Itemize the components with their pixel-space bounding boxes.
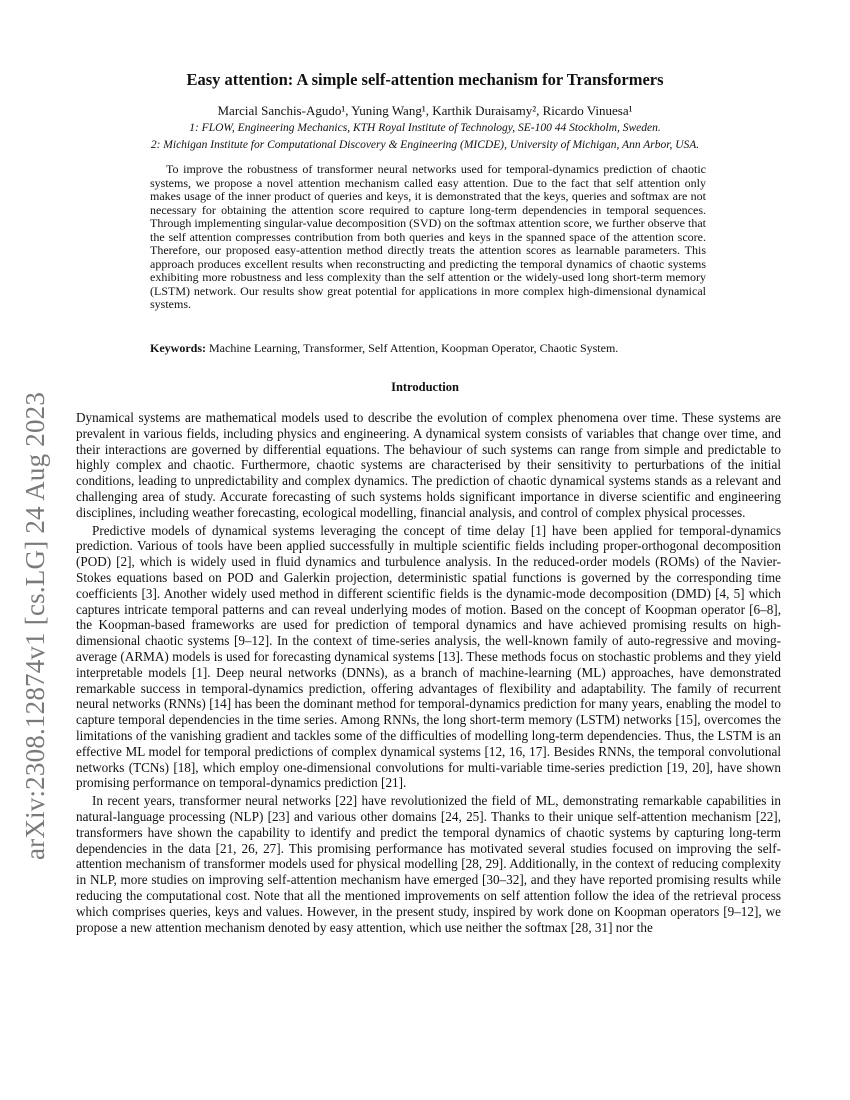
affiliation-1: 1: FLOW, Engineering Mechanics, KTH Royal Institute of Technology, SE-100 44 Stockholm, Sweden. — [189, 122, 661, 134]
author-list: Marcial Sanchis-Agudo¹, Yuning Wang¹, Karthik Duraisamy², Ricardo Vinuesa¹ — [217, 103, 633, 118]
introduction-body — [76, 410, 781, 937]
paragraph: Predictive models of dynamical systems leveraging the concept of time delay [1] have been applied for temporal-dynamics prediction. Various of tools have been applied successfully in multiple scientific fields including proper-orthogonal decomposition (POD) [2], which is widely used in fluid dynamics and turbulence analysis. In the reduced-order models (ROMs) of the Navier-Stokes equations based on POD and Galerkin projection, deterministic spatial functions is governed by the corresponding time coefficients [3]. Another widely used method in different scientific fields is the dynamic-mode decomposition (DMD) [4, 5] which captures intricate temporal patterns and can reveal underlying modes of motion. Based on the concept of Koopman operator [6–8], the Koopman-based frameworks are used for prediction of temporal dynamics and have achieved promising results on high-dimensional chaotic systems [9–12]. In the context of time-series analysis, the well-known family of auto-regressive and moving-average (ARMA) models is used for forecasting dynamical systems [13]. These methods focus on stochastic problems and they yield interpretable models [1]. Deep neural networks (DNNs), as a branch of machine-learning (ML) approaches, have demonstrated remarkable success in temporal-dynamics prediction, offering advantages of flexibility and adaptability. The family of recurrent neural networks (RNNs) [14] has been the dominant method for temporal-dynamics prediction for many years, enabling the model to capture temporal dependencies in the time series. Among RNNs, the long short-term memory (LSTM) networks [15], overcomes the limitations of the vanishing gradient and tackles some of the difficulties of modelling long-term dependencies. Thus, the LSTM is an effective ML model for temporal predictions of complex dynamical systems [12, 16, 17]. Besides RNNs, the temporal convolutional networks (TCNs) [18], which employ one-dimensional convolutions for multi-variable time-series prediction [19, 20], have shown promising performance on temporal-dynamics prediction [21]. — [76, 522, 781, 791]
keywords-text: Machine Learning, Transformer, Self Attention, Koopman Operator, Chaotic System. — [209, 341, 619, 355]
affiliation-2: 2: Michigan Institute for Computational Discovery & Engineering (MICDE), University of Michigan, Ann Arbor, USA. — [150, 139, 700, 151]
paper-title: Easy attention: A simple self-attention mechanism for Transformers — [186, 70, 664, 89]
keywords — [150, 341, 730, 355]
abstract: To improve the robustness of transformer neural networks used for temporal-dynamics prediction of chaotic systems, we propose a novel attention mechanism called easy attention. Due to the fact that self attention only makes usage of the inner product of queries and keys, it is demonstrated that the keys, queries and softmax are not necessary for obtaining the attention score required to capture long-term dependencies in temporal sequences. Through implementing singular-value decomposition (SVD) on the softmax attention score, we further observe that the self attention compresses contribution from both queries and keys in the spanned space of the attention score. Therefore, our proposed easy-attention method directly treats the attention scores as learnable parameters. This approach produces excellent results when reconstructing and predicting the temporal dynamics of chaotic systems exhibiting more robustness and less complexity than the self attention or the widely-used long short-term memory (LSTM) network. Our results show great potential for applications in more complex high-dimensional dynamical systems. — [150, 162, 706, 312]
paragraph: Dynamical systems are mathematical models used to describe the evolution of complex phenomena over time. These systems are prevalent in various fields, including physics and engineering. A dynamical system consists of variables that change over time, and their interactions are governed by differential equations. The behaviour of such systems can range from simple and predictable to highly complex and chaotic. Furthermore, chaotic systems are characterised by their sensitivity to perturbations of the initial conditions, leading to unpredictability and complex dynamics. The prediction of chaotic dynamical systems stands as a relevant and challenging area of study. Accurate forecasting of such systems holds significant importance in diverse scientific and engineering disciplines, including weather forecasting, ecological modelling, financial analysis, and control of complex physical processes. — [76, 410, 781, 520]
keywords-label: Keywords: — [150, 341, 206, 355]
arxiv-identifier: arXiv:2308.12874v1 [cs.LG] 24 Aug 2023 — [20, 391, 50, 860]
section-heading-introduction: Introduction — [391, 380, 459, 394]
paragraph: In recent years, transformer neural networks [22] have revolutionized the field of ML, demonstrating remarkable capabilities in natural-language processing (NLP) [23] and various other domains [24, 25]. Thanks to their unique self-attention mechanism [22], transformers have shown the capability to identify and predict the temporal dynamics of chaotic systems by capturing long-term dependencies in the data [21, 26, 27]. This promising performance has motivated several studies focused on improving the self-attention mechanism of transformer models used for physical modelling [28, 29]. Additionally, in the context of reducing complexity in NLP, more studies on improving self-attention mechanism have emerged [30–32], and they have reported promising results while reducing the computational cost. Note that all the mentioned improvements on self attention follow the idea of the retrieval process which comprises queries, keys and values. However, in the present study, inspired by work done on Koopman operators [9–12], we propose a new attention mechanism denoted by easy attention, which use neither the softmax [28, 31] nor the — [76, 793, 781, 935]
